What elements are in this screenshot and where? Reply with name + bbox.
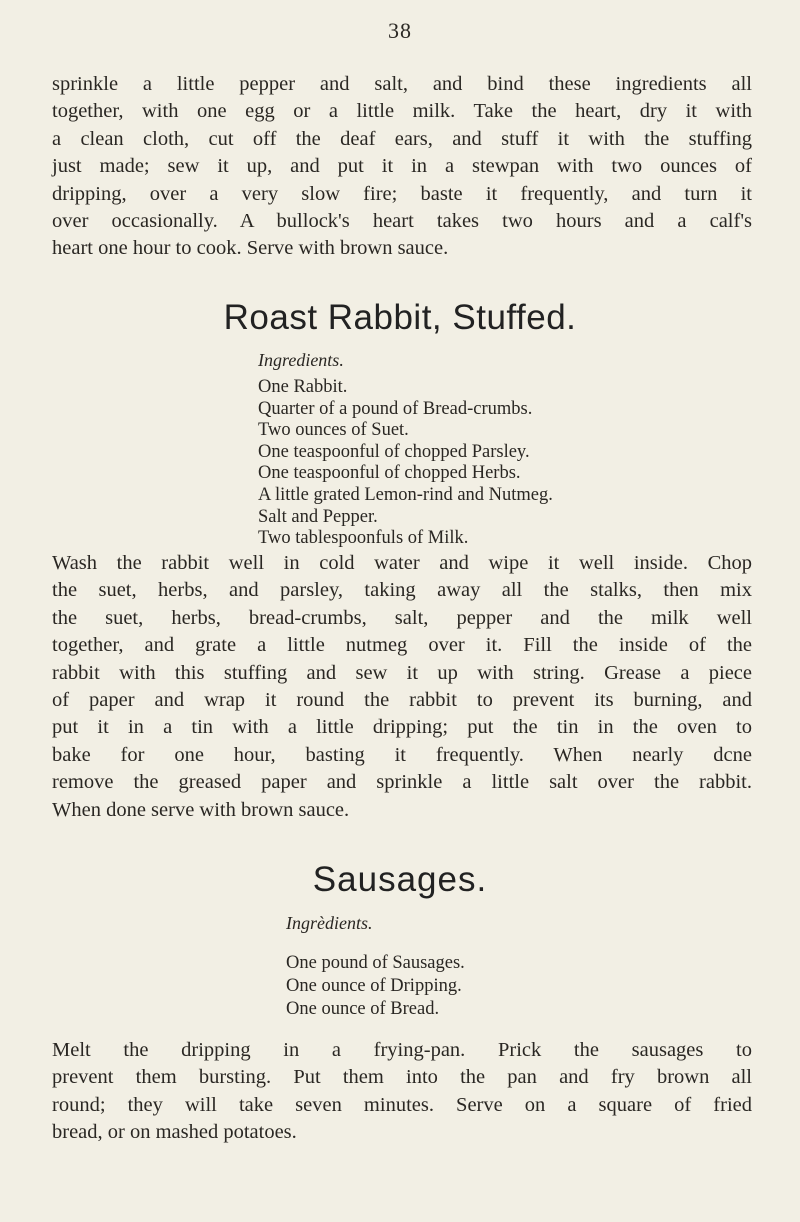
text-line: a clean cloth, cut off the deaf ears, and stuff it with the stuffing bbox=[52, 127, 752, 150]
text-line: When done serve with brown sauce. bbox=[52, 798, 350, 821]
text-line: the suet, herbs, bread-crumbs, salt, pepper and the milk well bbox=[52, 606, 752, 629]
text-line: round; they will take seven minutes. Serve on a square of fried bbox=[52, 1093, 752, 1116]
text-line: of paper and wrap it round the rabbit to prevent its burning, and bbox=[52, 689, 752, 712]
method-paragraph-roast-rabbit bbox=[52, 550, 752, 824]
text-line: together, with one egg or a little milk. Take the heart, dry it with bbox=[52, 100, 752, 123]
recipe-title-sausages: Sausages. bbox=[312, 860, 488, 899]
ingredient-item: Salt and Pepper. bbox=[258, 506, 378, 527]
ingredient-item: One ounce of Dripping. bbox=[286, 976, 462, 996]
text-line: the suet, herbs, and parsley, taking away all the stalks, then mix bbox=[52, 579, 752, 602]
ingredients-label: Ingredients. bbox=[258, 350, 344, 370]
intro-paragraph bbox=[52, 71, 752, 263]
ingredient-item: One teaspoonful of chopped Parsley. bbox=[258, 441, 530, 462]
text-line: prevent them bursting. Put them into the pan and fry brown all bbox=[52, 1066, 752, 1089]
ingredients-list-roast-rabbit bbox=[258, 377, 553, 550]
text-line: dripping, over a very slow fire; baste it frequently, and turn it bbox=[52, 182, 752, 205]
text-line: together, and grate a little nutmeg over it. Fill the inside of the bbox=[52, 634, 752, 657]
ingredient-item: One ounce of Bread. bbox=[286, 999, 440, 1019]
ingredient-item: Quarter of a pound of Bread-crumbs. bbox=[258, 398, 533, 419]
text-line: over occasionally. A bullock's heart takes two hours and a calf's bbox=[52, 210, 752, 233]
ingredients-label: Ingrèdients. bbox=[286, 913, 373, 933]
ingredient-item: Two ounces of Suet. bbox=[258, 420, 409, 441]
ingredient-item: A little grated Lemon-rind and Nutmeg. bbox=[258, 484, 553, 505]
text-line: bread, or on mashed potatoes. bbox=[52, 1121, 297, 1144]
text-line: Melt the dripping in a frying-pan. Prick the sausages to bbox=[52, 1039, 752, 1061]
page-number: 38 bbox=[388, 18, 412, 43]
text-line: rabbit with this stuffing and sew it up with string. Grease a piece bbox=[52, 661, 752, 684]
method-paragraph-sausages bbox=[52, 1037, 752, 1147]
text-line: bake for one hour, basting it frequently. When nearly dcne bbox=[52, 743, 752, 766]
ingredient-item: One pound of Sausages. bbox=[286, 953, 465, 973]
ingredient-item: One Rabbit. bbox=[258, 377, 348, 397]
text-line: sprinkle a little pepper and salt, and bind these ingredients all bbox=[52, 73, 752, 95]
recipe-title-roast-rabbit: Roast Rabbit, Stuffed. bbox=[223, 298, 577, 337]
text-line: heart one hour to cook. Serve with brown sauce. bbox=[52, 237, 449, 260]
text-line: put it in a tin with a little dripping; put the tin in the oven to bbox=[52, 716, 752, 739]
ingredients-list-sausages bbox=[286, 952, 465, 1021]
text-line: just made; sew it up, and put it in a stewpan with two ounces of bbox=[52, 155, 752, 178]
ingredient-item: Two tablespoonfuls of Milk. bbox=[258, 528, 469, 549]
text-line: Wash the rabbit well in cold water and wipe it well inside. Chop bbox=[52, 552, 752, 574]
text-line: remove the greased paper and sprinkle a little salt over the rabbit. bbox=[52, 771, 752, 794]
ingredient-item: One teaspoonful of chopped Herbs. bbox=[258, 463, 521, 484]
